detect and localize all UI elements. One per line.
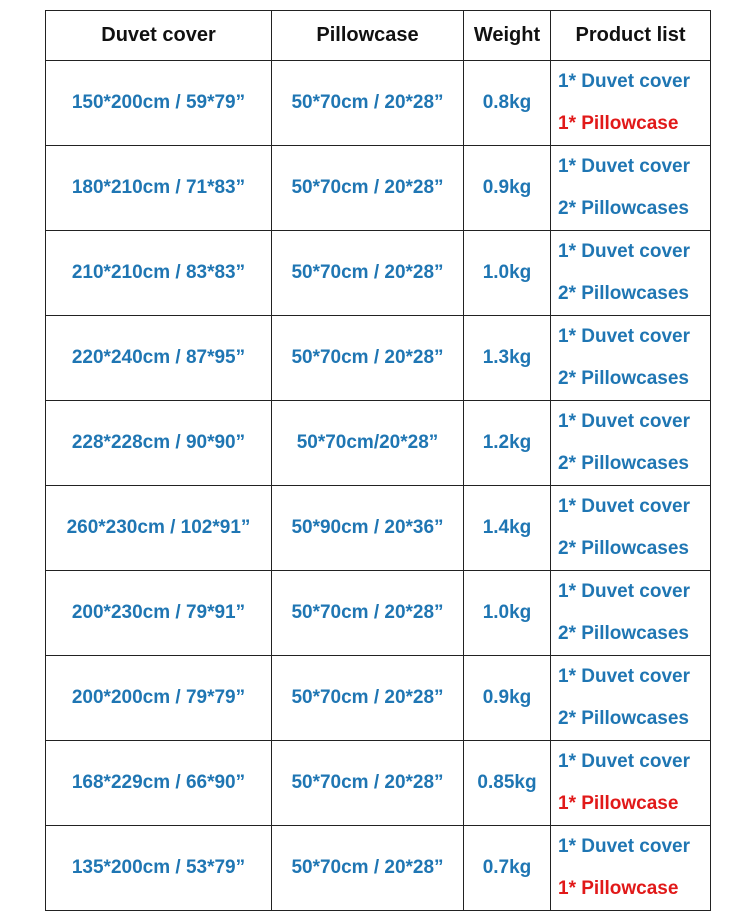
pillowcase-size-cell: 50*70cm / 20*28” xyxy=(272,231,464,316)
duvet-size-cell: 200*200cm / 79*79” xyxy=(46,656,272,741)
weight-cell: 1.3kg xyxy=(464,316,551,401)
weight-cell: 1.4kg xyxy=(464,486,551,571)
table-row xyxy=(46,656,711,741)
product-list-cell xyxy=(551,741,711,826)
product-item-pillowcase: 2* Pillowcases xyxy=(558,368,689,389)
product-item-duvet: 1* Duvet cover xyxy=(558,71,691,92)
table-row xyxy=(46,401,711,486)
table-row xyxy=(46,231,711,316)
table-row xyxy=(46,486,711,571)
product-item-pillowcase: 2* Pillowcases xyxy=(558,453,689,474)
duvet-size-cell: 228*228cm / 90*90” xyxy=(46,401,272,486)
product-list-cell xyxy=(551,571,711,656)
product-item-pillowcase: 1* Pillowcase xyxy=(558,878,679,899)
pillowcase-size-cell: 50*70cm / 20*28” xyxy=(272,571,464,656)
product-list-cell xyxy=(551,61,711,146)
duvet-size-cell: 180*210cm / 71*83” xyxy=(46,146,272,231)
weight-cell: 0.8kg xyxy=(464,61,551,146)
product-item-duvet: 1* Duvet cover xyxy=(558,411,691,432)
product-item-pillowcase: 1* Pillowcase xyxy=(558,113,679,134)
product-item-pillowcase: 2* Pillowcases xyxy=(558,538,689,559)
table-body xyxy=(46,61,711,911)
product-item-duvet: 1* Duvet cover xyxy=(558,156,691,177)
product-item-pillowcase: 2* Pillowcases xyxy=(558,198,689,219)
product-item-pillowcase: 1* Pillowcase xyxy=(558,793,679,814)
duvet-size-cell: 220*240cm / 87*95” xyxy=(46,316,272,401)
product-list-cell xyxy=(551,826,711,911)
table-row xyxy=(46,571,711,656)
product-list-cell xyxy=(551,231,711,316)
product-list-cell xyxy=(551,316,711,401)
product-list-cell xyxy=(551,401,711,486)
table-row xyxy=(46,826,711,911)
table-row xyxy=(46,146,711,231)
table-row xyxy=(46,741,711,826)
duvet-size-cell: 168*229cm / 66*90” xyxy=(46,741,272,826)
pillowcase-size-cell: 50*70cm/20*28” xyxy=(272,401,464,486)
weight-cell: 1.0kg xyxy=(464,571,551,656)
product-item-duvet: 1* Duvet cover xyxy=(558,496,691,517)
header-pillowcase: Pillowcase xyxy=(272,11,464,61)
duvet-size-cell: 150*200cm / 59*79” xyxy=(46,61,272,146)
weight-cell: 1.2kg xyxy=(464,401,551,486)
product-list-cell xyxy=(551,486,711,571)
product-list-cell xyxy=(551,656,711,741)
pillowcase-size-cell: 50*70cm / 20*28” xyxy=(272,61,464,146)
product-item-duvet: 1* Duvet cover xyxy=(558,581,691,602)
product-item-duvet: 1* Duvet cover xyxy=(558,751,691,772)
weight-cell: 0.9kg xyxy=(464,146,551,231)
pillowcase-size-cell: 50*70cm / 20*28” xyxy=(272,146,464,231)
duvet-size-cell: 210*210cm / 83*83” xyxy=(46,231,272,316)
duvet-size-cell: 260*230cm / 102*91” xyxy=(46,486,272,571)
product-item-duvet: 1* Duvet cover xyxy=(558,326,691,347)
product-item-pillowcase: 2* Pillowcases xyxy=(558,623,689,644)
duvet-size-cell: 200*230cm / 79*91” xyxy=(46,571,272,656)
header-product-list: Product list xyxy=(551,11,711,61)
size-table xyxy=(45,10,711,911)
weight-cell: 0.9kg xyxy=(464,656,551,741)
weight-cell: 1.0kg xyxy=(464,231,551,316)
header-row xyxy=(46,11,711,61)
table-row xyxy=(46,316,711,401)
table-row xyxy=(46,61,711,146)
product-list-cell xyxy=(551,146,711,231)
pillowcase-size-cell: 50*90cm / 20*36” xyxy=(272,486,464,571)
weight-cell: 0.7kg xyxy=(464,826,551,911)
duvet-size-cell: 135*200cm / 53*79” xyxy=(46,826,272,911)
product-item-duvet: 1* Duvet cover xyxy=(558,666,691,687)
header-weight: Weight xyxy=(464,11,551,61)
product-item-pillowcase: 2* Pillowcases xyxy=(558,708,689,729)
pillowcase-size-cell: 50*70cm / 20*28” xyxy=(272,826,464,911)
pillowcase-size-cell: 50*70cm / 20*28” xyxy=(272,316,464,401)
weight-cell: 0.85kg xyxy=(464,741,551,826)
product-item-pillowcase: 2* Pillowcases xyxy=(558,283,689,304)
pillowcase-size-cell: 50*70cm / 20*28” xyxy=(272,741,464,826)
product-item-duvet: 1* Duvet cover xyxy=(558,241,691,262)
header-duvet-cover: Duvet cover xyxy=(46,11,272,61)
pillowcase-size-cell: 50*70cm / 20*28” xyxy=(272,656,464,741)
product-item-duvet: 1* Duvet cover xyxy=(558,836,691,857)
